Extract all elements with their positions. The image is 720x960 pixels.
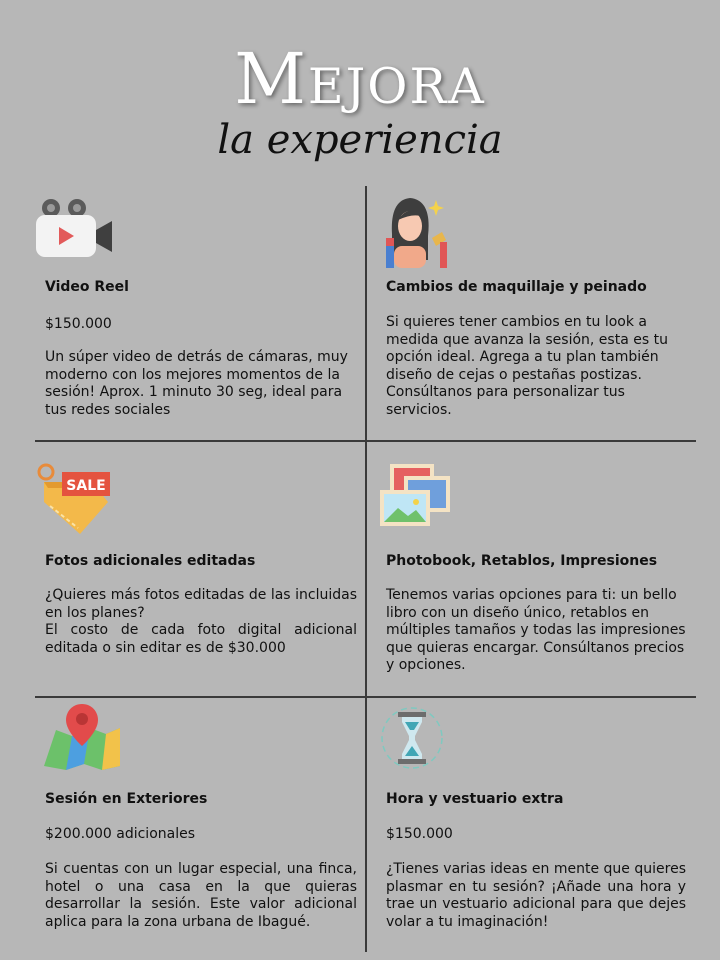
service-name: Sesión en Exteriores	[45, 791, 208, 807]
service-description: Si cuentas con un lugar especial, una finca, hotel o una casa en la que quieras desarrollar la sesión. Este valor adicional aplica para la zona urbana de Ibagué.	[45, 861, 357, 930]
vertical-divider	[365, 186, 367, 952]
service-description: Un súper video de detrás de cámaras, muy moderno con los mejores momentos de la sesión! Aprox. 1 minuto 30 seg, ideal para tus redes sociales	[45, 349, 348, 418]
service-description: Si quieres tener cambios en tu look a medida que avanza la sesión, esta es tu opción ideal. Agrega a tu plan también diseño de cejas o pestañas postizas. Consúltanos para personalizar tus servicios.	[386, 314, 668, 418]
sale-tag-icon	[36, 462, 116, 532]
service-name: Photobook, Retablos, Impresiones	[386, 553, 658, 569]
hourglass-icon	[378, 706, 458, 776]
service-description: ¿Tienes varias ideas en mente que quieres plasmar en tu sesión? ¡Añade una hora y trae un vestuario adicional para que dejes volar a tu imaginación!	[386, 861, 686, 930]
service-price: $150.000	[45, 316, 112, 332]
horizontal-divider	[35, 440, 696, 442]
svg-text:SALE: SALE	[66, 478, 106, 494]
makeup-woman-icon	[380, 194, 460, 264]
page-title: Mejora	[234, 38, 486, 120]
header	[0, 0, 720, 190]
horizontal-divider	[35, 696, 696, 698]
page-subtitle: la experiencia	[217, 117, 503, 163]
service-name: Hora y vestuario extra	[386, 791, 564, 807]
service-name: Cambios de maquillaje y peinado	[386, 279, 647, 295]
service-name: Fotos adicionales editadas	[45, 553, 256, 569]
service-name: Video Reel	[45, 279, 129, 295]
service-description: Tenemos varias opciones para ti: un bello libro con un diseño único, retablos en múltiples tamaños y todas las impresiones que quieras encargar. Consúltanos precios y opciones.	[386, 587, 686, 673]
photo-prints-icon	[380, 462, 460, 532]
service-price: $150.000	[386, 826, 453, 842]
service-price: $200.000 adicionales	[45, 826, 196, 842]
map-pin-icon	[44, 702, 124, 772]
video-camera-icon	[34, 196, 114, 266]
service-description: ¿Quieres más fotos editadas de las incluidas en los planes? El costo de cada foto digital adicional editada o sin editar es de $30.000	[45, 587, 357, 656]
